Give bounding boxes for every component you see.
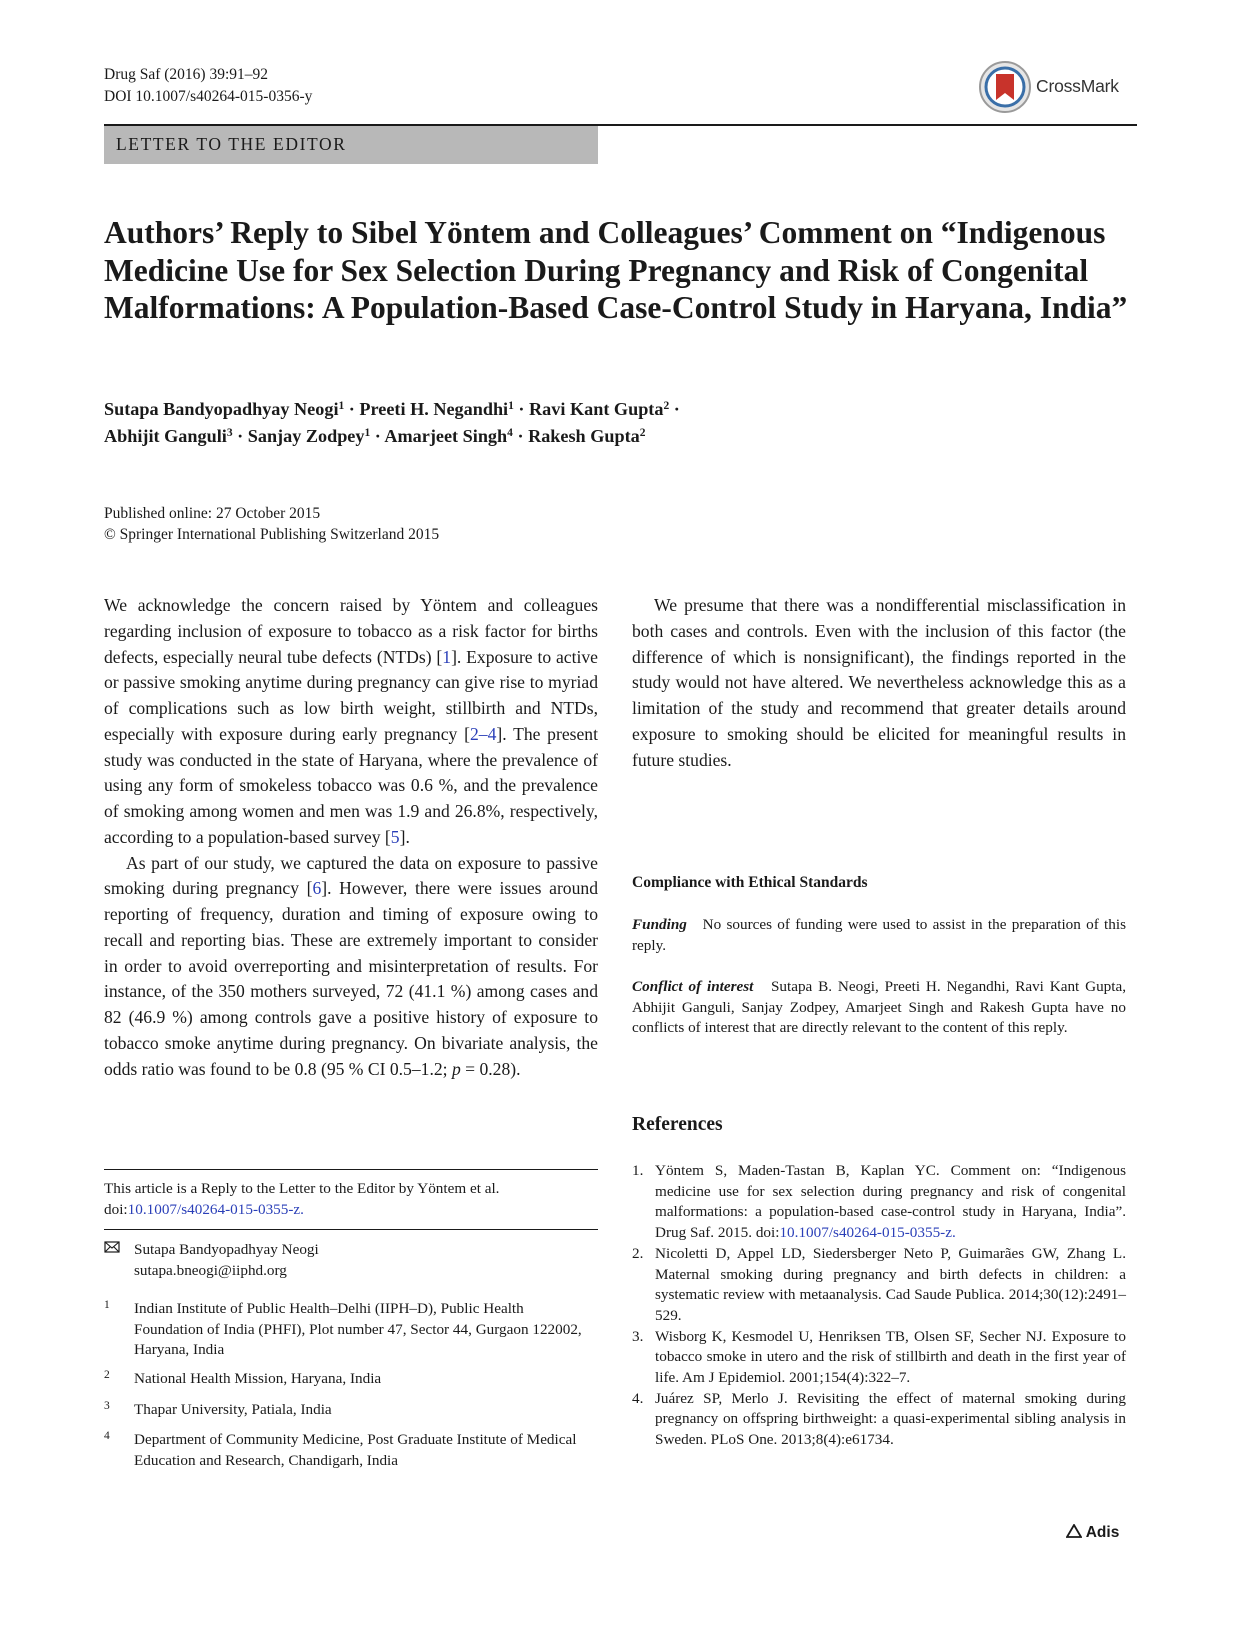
citation-link[interactable]: 1 [442,646,452,667]
section-banner [104,126,598,164]
publisher-name: Adis [1085,1524,1120,1541]
body-text: = 0.28). [460,1058,521,1079]
references-heading: References [632,1114,723,1135]
body-text: ]. Exposure to active or passive smoking anytime during pregnancy can give rise to myriad of complications such as low birth weight, stillbirth and NTDs, especially with exposure during early pregnancy [ [104,646,598,744]
doi-prefix: doi: [104,1200,128,1218]
body-paragraph-3: We presume that there was a nondifferential misclassification in both cases and controls. Even with the inclusion of this factor (the difference of which is nonsignificant), the findings reported in the study would not have altered. We nevertheless acknowledge this as a limitation of the study and recommend that greater details around exposure to smoking should be elicited for meaningful results in future studies. [632,595,1126,770]
crossmark-badge[interactable] [978,60,1138,114]
author-name: Sutapa Bandyopadhyay Neogi [104,399,339,419]
reference-text: Juárez SP, Merlo J. Revisiting the effect of maternal smoking during pregnancy on offspring birthweight: a quasi-experimental sibling analysis in Sweden. PLoS One. 2013;8(4):e61734. [655,1389,1126,1449]
affiliation-text: Department of Community Medicine, Post Graduate Institute of Medical Education and Research, Chandigarh, India [134,1431,577,1469]
reference-item [632,1389,1126,1451]
body-text: ]. The present study was conducted in the state of Haryana, where the prevalence of using any form of smokeless tobacco was 0.6 %, and the prevalence of smoking among women and men was 1.9 and 26.8%, respectively, according to a population-based survey [ [104,723,598,847]
body-text: ]. However, there were issues around reporting of frequency, duration and timing of exposure owing to recall and reporting bias. These are extremely important to consider in order to avoid overreporting and misinterpretation of results. For instance, of the 350 mothers surveyed, 72 (41.1 %) among cases and 82 (46.9 %) among controls gave a positive history of exposure to tobacco smoke anytime during pregnancy. On bivariate analysis, the odds ratio was found to be 0.8 (95 % CI 0.5–1.2; [104,878,598,1079]
corresponding-email[interactable]: sutapa.bneogi@iiphd.org [134,1261,287,1279]
footnote-rule [104,1169,598,1170]
author-line-2: Abhijit Ganguli$^3$ · Sanjay Zodpey$^1$ · Amarjeet Singh$^4$ · Rakesh Gupta$^2$ [104,426,646,446]
corresponding-author [104,1240,598,1281]
author-affiliation-mark: 2 [663,400,670,412]
reference-list [632,1161,1126,1451]
body-right-column [632,593,1126,773]
affiliation-text: Thapar University, Patiala, India [134,1401,332,1418]
author-name: Amarjeet Singh [384,426,508,446]
reference-number: 4. [632,1389,644,1407]
reply-note-text: This article is a Reply to the Letter to the Editor by Yöntem et al. [104,1180,500,1197]
reference-number: 1. [632,1162,644,1179]
reference-text: Nicoletti D, Appel LD, Siedersberger Neto P, Guimarães GW, Zhang L. Maternal smoking during pregnancy and birth defects in children: a systematic review with metaanalysis. Cad Saude Publica. 2014;30(12):2491–529. [655,1244,1126,1324]
corresponding-name: Sutapa Bandyopadhyay Neogi [134,1241,319,1258]
author-list [104,396,1104,450]
affiliation-number: 2 [104,1369,110,1381]
envelope-icon [104,1240,120,1261]
reference-text: Wisborg K, Kesmodel U, Henriksen TB, Olsen SF, Secher NJ. Exposure to tobacco smoke in utero and the risk of stillbirth and death in the first year of life. Am J Epidemiol. 2001;154(4):322–7. [655,1327,1126,1387]
reference-item [632,1244,1126,1327]
citation-link[interactable]: 5 [390,826,400,847]
body-text: As part of our study, we captured the data on exposure to passive smoking during pregnancy [ [104,852,598,899]
funding-label: Funding [632,916,687,933]
author-name: Rakesh Gupta [528,426,640,446]
author-affiliation-mark: 1 [364,427,371,439]
reply-note [104,1179,598,1220]
citation-link[interactable]: 2–4 [469,723,497,744]
body-text: We acknowledge the concern raised by Yöntem and colleagues regarding inclusion of exposure to tobacco as a risk factor for births defects, especially neural tube defects (NTDs) [ [104,595,598,667]
affiliation-number: 1 [104,1299,110,1311]
author-name: Abhijit Ganguli [104,426,227,446]
reference-number: 3. [632,1327,644,1345]
crossmark-icon [978,60,1032,114]
conflict-text: Sutapa B. Neogi, Preeti H. Negandhi, Ravi Kant Gupta, Abhijit Ganguli, Sanjay Zodpey, Amarjeet Singh and Rakesh Gupta have no conflicts of interest that are directly relevant to the content of this reply. [632,978,1127,1037]
reference-doi-link[interactable]: 10.1007/s40264-015-0355-z. [779,1224,956,1242]
affiliation-text: Indian Institute of Public Health–Delhi (IIPH–D), Public Health Foundation of India (PHFI), Plot number 47, Sector 44, Gurgaon 122002, Haryana, India [134,1300,582,1359]
footnote-rule-2 [104,1229,598,1230]
reference-item [632,1161,1126,1244]
author-line-1: Sutapa Bandyopadhyay Neogi$^1$ · Preeti H. Negandhi$^1$ · Ravi Kant Gupta$^2$ · [104,399,680,419]
published-date: Published online: 27 October 2015 [104,505,321,522]
reference-item [632,1327,1126,1389]
author-affiliation-mark: 1 [508,400,514,412]
author-affiliation-mark: 3 [226,427,233,439]
section-banner-label: LETTER TO THE EDITOR [116,134,347,154]
reference-text: Yöntem S, Maden-Tastan B, Kaplan YC. Comment on: “Indigenous medicine use for sex selection during pregnancy and risk of congenital malformations: a population-based case-control study in Haryana, India”. Drug Saf. 2015. doi: [655,1162,1126,1242]
author-affiliation-mark: 1 [338,400,345,412]
publication-info [104,503,439,545]
conflict-label: Conflict of interest [632,978,754,995]
citation-link[interactable]: 6 [312,878,322,899]
body-text: p [451,1058,461,1079]
reference-number: 2. [632,1244,644,1262]
crossmark-label: CrossMark [1036,76,1119,96]
journal-citation: Drug Saf (2016) 39:91–92 [104,66,269,83]
ethics-heading: Compliance with Ethical Standards [632,874,868,891]
author-affiliation-mark: 2 [639,427,646,439]
affiliation-number: 3 [104,1400,110,1412]
article-doi: DOI 10.1007/s40264-015-0356-y [104,88,313,105]
affiliation-text: National Health Mission, Haryana, India [134,1370,382,1387]
author-name: Ravi Kant Gupta [529,399,664,419]
funding-text: No sources of funding were used to assist in the preparation of this reply. [632,916,1126,954]
body-text: ]. [399,826,410,847]
reply-doi-link[interactable]: 10.1007/s40264-015-0355-z. [127,1200,304,1218]
article-title: Authors’ Reply to Sibel Yöntem and Colleagues’ Comment on “Indigenous Medicine Use for Sex Selection During Pregnancy and Risk of Congenital Malformations: A Population-Based Case-Control Study in Haryana, India” [104,215,1128,325]
body-paragraph-1 [104,593,598,851]
body-paragraph-2 [104,851,598,1083]
body-left-column [104,593,598,1103]
author-affiliation-mark: 4 [507,427,513,439]
author-name: Preeti H. Negandhi [359,399,509,419]
publisher-logo [1066,1524,1119,1542]
author-name: Sanjay Zodpey [247,426,365,446]
adis-triangle-icon [1066,1524,1082,1538]
funding-statement [632,915,1126,956]
reply-note-doi [104,1200,598,1221]
copyright-notice: © Springer International Publishing Switzerland 2015 [104,526,440,543]
conflict-statement [632,977,1126,1039]
affiliation-number: 4 [104,1430,110,1442]
